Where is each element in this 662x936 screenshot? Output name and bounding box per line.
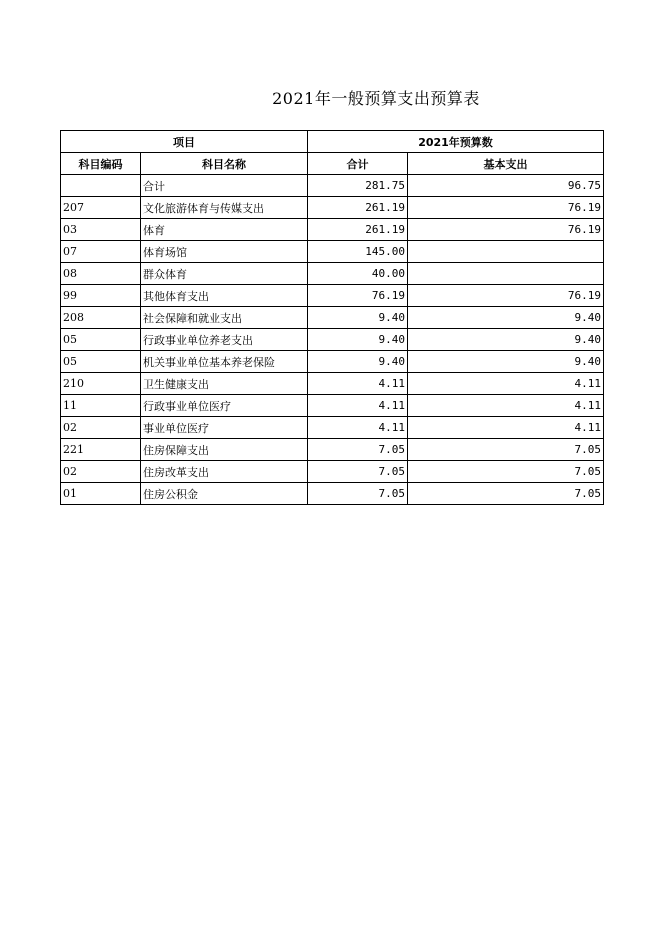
cell-code: 01 xyxy=(61,483,141,505)
table-row xyxy=(61,285,604,307)
cell-basic xyxy=(408,241,604,263)
cell-basic: 9.40 xyxy=(408,351,604,373)
cell-total: 7.05 xyxy=(308,483,408,505)
cell-total: 76.19 xyxy=(308,285,408,307)
cell-name: 住房公积金 xyxy=(141,483,308,505)
cell-total: 7.05 xyxy=(308,461,408,483)
cell-name: 卫生健康支出 xyxy=(141,373,308,395)
cell-code: 02 xyxy=(61,417,141,439)
cell-total: 40.00 xyxy=(308,263,408,285)
table-body xyxy=(61,175,604,505)
cell-basic: 7.05 xyxy=(408,461,604,483)
cell-total: 261.19 xyxy=(308,197,408,219)
table-row xyxy=(61,461,604,483)
cell-name: 体育 xyxy=(141,219,308,241)
cell-name: 住房改革支出 xyxy=(141,461,308,483)
cell-basic: 96.75 xyxy=(408,175,604,197)
cell-basic: 76.19 xyxy=(408,219,604,241)
table-row xyxy=(61,417,604,439)
cell-total: 281.75 xyxy=(308,175,408,197)
table-row xyxy=(61,439,604,461)
table-row xyxy=(61,175,604,197)
cell-basic: 7.05 xyxy=(408,483,604,505)
cell-code: 221 xyxy=(61,439,141,461)
cell-name: 行政事业单位养老支出 xyxy=(141,329,308,351)
header-row-2 xyxy=(61,153,604,175)
cell-code: 05 xyxy=(61,329,141,351)
header-total: 合计 xyxy=(308,153,408,175)
cell-code: 99 xyxy=(61,285,141,307)
cell-basic: 4.11 xyxy=(408,417,604,439)
cell-basic: 9.40 xyxy=(408,329,604,351)
cell-basic: 7.05 xyxy=(408,439,604,461)
table-row xyxy=(61,263,604,285)
cell-code: 210 xyxy=(61,373,141,395)
cell-total: 4.11 xyxy=(308,395,408,417)
cell-code: 08 xyxy=(61,263,141,285)
cell-name: 社会保障和就业支出 xyxy=(141,307,308,329)
cell-basic: 4.11 xyxy=(408,373,604,395)
header-basic: 基本支出 xyxy=(408,153,604,175)
cell-basic: 4.11 xyxy=(408,395,604,417)
header-budget-year: 2021年预算数 xyxy=(308,131,604,153)
cell-name: 事业单位医疗 xyxy=(141,417,308,439)
header-name: 科目名称 xyxy=(141,153,308,175)
cell-name: 机关事业单位基本养老保险 xyxy=(141,351,308,373)
cell-name: 合计 xyxy=(141,175,308,197)
cell-total: 9.40 xyxy=(308,329,408,351)
cell-total: 261.19 xyxy=(308,219,408,241)
cell-code: 03 xyxy=(61,219,141,241)
cell-name: 群众体育 xyxy=(141,263,308,285)
cell-name: 文化旅游体育与传媒支出 xyxy=(141,197,308,219)
cell-name: 其他体育支出 xyxy=(141,285,308,307)
cell-total: 7.05 xyxy=(308,439,408,461)
table-row xyxy=(61,483,604,505)
cell-basic: 76.19 xyxy=(408,285,604,307)
cell-code: 02 xyxy=(61,461,141,483)
cell-total: 145.00 xyxy=(308,241,408,263)
cell-code: 208 xyxy=(61,307,141,329)
table-row xyxy=(61,219,604,241)
cell-basic: 9.40 xyxy=(408,307,604,329)
cell-code: 07 xyxy=(61,241,141,263)
cell-code: 05 xyxy=(61,351,141,373)
cell-total: 4.11 xyxy=(308,373,408,395)
cell-name: 住房保障支出 xyxy=(141,439,308,461)
header-code: 科目编码 xyxy=(61,153,141,175)
cell-basic: 76.19 xyxy=(408,197,604,219)
table-row xyxy=(61,373,604,395)
budget-table xyxy=(60,130,604,505)
table-row xyxy=(61,395,604,417)
cell-total: 4.11 xyxy=(308,417,408,439)
table-row xyxy=(61,329,604,351)
cell-code: 11 xyxy=(61,395,141,417)
cell-total: 9.40 xyxy=(308,307,408,329)
table-row xyxy=(61,197,604,219)
cell-name: 行政事业单位医疗 xyxy=(141,395,308,417)
cell-name: 体育场馆 xyxy=(141,241,308,263)
cell-code: 207 xyxy=(61,197,141,219)
table-row xyxy=(61,307,604,329)
header-row-1 xyxy=(61,131,604,153)
cell-code xyxy=(61,175,141,197)
header-project: 项目 xyxy=(61,131,308,153)
cell-total: 9.40 xyxy=(308,351,408,373)
page-title: 2021年一般预算支出预算表 xyxy=(272,89,480,108)
cell-basic xyxy=(408,263,604,285)
table-row xyxy=(61,241,604,263)
table-row xyxy=(61,351,604,373)
